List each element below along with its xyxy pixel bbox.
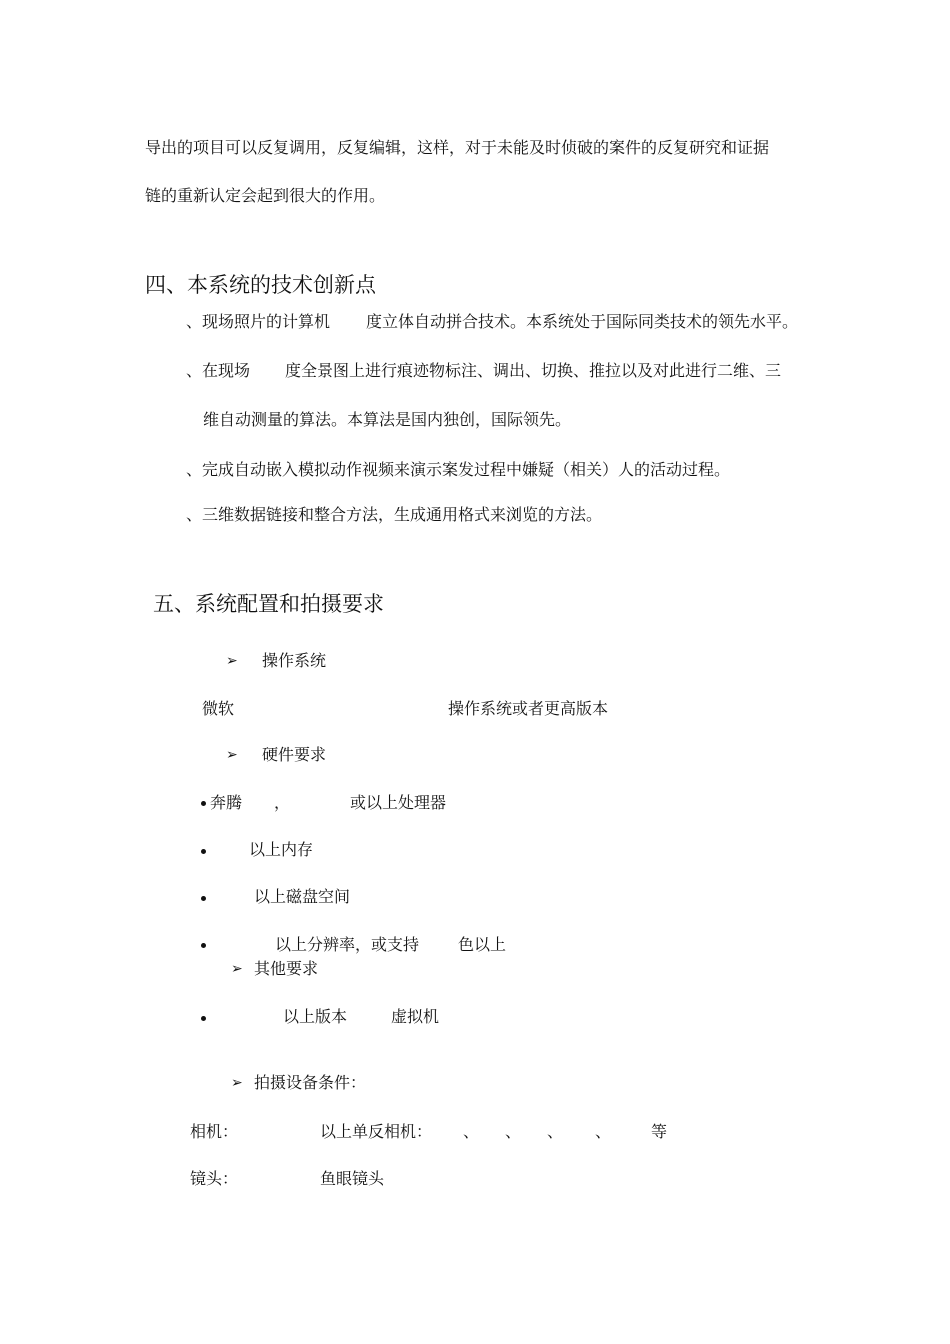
hardware-heading: 硬件要求 [262,745,327,764]
other-vm-a: 以上版本 [283,1007,348,1026]
section-4-title: 四、本系统的技术创新点 [145,273,376,297]
os-heading: 操作系统 [262,651,327,670]
camera-sep-1: 、 [463,1122,480,1141]
intro-line-1: 导出的项目可以反复调用，反复编辑，这样，对于未能及时侦破的案件的反复研究和证据 [145,138,770,157]
s4-item-3: 、完成自动嵌入模拟动作视频来演示案发过程中嫌疑（相关）人的活动过程。 [186,460,731,479]
camera-label: 相机： [190,1122,239,1141]
hw-display-a: 以上分辨率，或支持 [275,935,420,954]
s4-item-1-b: 度立体自动拼合技术。本系统处于国际同类技术的领先水平。 [366,312,799,331]
lens-label: 镜头： [190,1169,239,1188]
camera-heading: 拍摄设备条件： [254,1073,367,1092]
s4-item-4: 、三维数据链接和整合方法，生成通用格式来浏览的方法。 [186,505,603,524]
s4-item-2-a: 、在现场 [186,361,251,380]
hw-cpu-c: 或以上处理器 [350,793,447,812]
other-vm-b: 虚拟机 [391,1007,440,1026]
arrow-bullet-icon: ➢ [231,961,243,977]
bullet-dot-icon [201,943,206,948]
camera-etc: 等 [651,1122,668,1141]
intro-line-2: 链的重新认定会起到很大的作用。 [145,186,386,205]
s4-item-2-b: 度全景图上进行痕迹物标注、调出、切换、推拉以及对此进行二维、三 [285,361,782,380]
camera-sep-4: 、 [595,1122,612,1141]
hw-cpu-b: ， [274,793,291,812]
other-heading: 其他要求 [254,959,319,978]
os-left: 微软 [202,699,235,718]
s4-item-1-a: 、现场照片的计算机 [186,312,331,331]
bullet-dot-icon [201,849,206,854]
lens-value: 鱼眼镜头 [320,1169,385,1188]
os-right: 操作系统或者更高版本 [448,699,609,718]
camera-sep-3: 、 [547,1122,564,1141]
arrow-bullet-icon: ➢ [226,747,238,763]
bullet-dot-icon [201,896,206,901]
bullet-dot-icon [201,801,206,806]
arrow-bullet-icon: ➢ [226,653,238,669]
bullet-dot-icon [201,1016,206,1021]
hw-memory: 以上内存 [249,840,314,859]
camera-sep-2: 、 [505,1122,522,1141]
hw-disk: 以上磁盘空间 [254,887,351,906]
arrow-bullet-icon: ➢ [231,1075,243,1091]
s4-item-2-c: 维自动测量的算法。本算法是国内独创，国际领先。 [203,410,572,429]
hw-cpu-a: 奔腾 [210,793,243,812]
section-5-title: 五、系统配置和拍摄要求 [153,592,384,616]
hw-display-b: 色以上 [458,935,507,954]
camera-value: 以上单反相机： [320,1122,433,1141]
